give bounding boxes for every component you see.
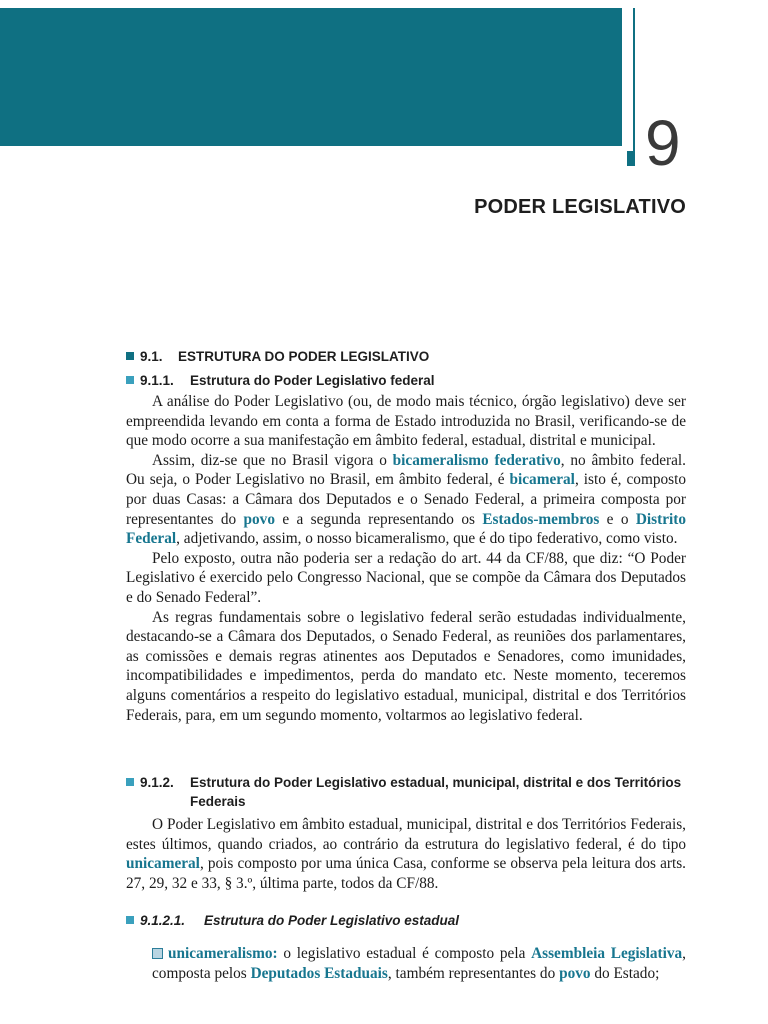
- section-bullet-icon: [126, 778, 134, 786]
- section-heading-9-1-2: 9.1.2. Estrutura do Poder Legislativo estadual, municipal, distrital e dos Territórios Federais: [126, 773, 686, 811]
- chapter-marker: [627, 151, 635, 166]
- chapter-number: 9: [645, 107, 681, 179]
- paragraph: As regras fundamentais sobre o legislativo federal serão estudadas individualmente, destacando-se a Câmara dos Deputados, o Senado Federal, as reuniões dos parlamentares, as comissões e demais regras atinentes aos Deputados e Senadores, como imunidades, incompatibilidades e impedimentos, perda do mandato etc. Neste momento, teceremos alguns comentários a respeito do legislativo estadual, municipal, distrital e dos Territórios Federais, para, em um segundo momento, voltarmos ao legislativo federal.: [126, 608, 686, 724]
- paragraph: Pelo exposto, outra não poderia ser a redação do art. 44 da CF/88, que diz: “O Poder Legislativo é exercido pelo Congresso Nacional, que se compõe da Câmara dos Deputados e do Senado Federal”.: [126, 549, 686, 606]
- section-9-1-2-1-list: [152, 944, 686, 983]
- section-heading-9-1-1: 9.1.1. Estrutura do Poder Legislativo federal: [126, 371, 435, 390]
- section-heading-9-1: 9.1. ESTRUTURA DO PODER LEGISLATIVO: [126, 347, 429, 366]
- paragraph: O Poder Legislativo em âmbito estadual, municipal, distrital e dos Territórios Federais, estes últimos, quando criados, ao contrário da estrutura do legislativo federal, é do tipo unicameral, pois composto por uma única Casa, conforme se observa pela leitura dos arts. 27, 29, 32 e 33, § 3.º, última parte, todos da CF/88.: [126, 816, 686, 892]
- section-heading-9-1-2-1: 9.1.2.1. Estrutura do Poder Legislativo estadual: [126, 911, 459, 930]
- chapter-rule: [633, 8, 635, 156]
- section-bullet-icon: [126, 352, 134, 360]
- list-bullet-icon: [152, 948, 163, 959]
- section-9-1-1-body: [126, 392, 686, 725]
- paragraph: A análise do Poder Legislativo (ou, de modo mais técnico, órgão legislativo) deve ser empreendida levando em conta a forma de Estado introduzida no Brasil, verificando-se de que modo ocorre a sua manifestação em âmbito federal, estadual, distrital e municipal.: [126, 393, 686, 450]
- list-item: unicameralismo: o legislativo estadual é composto pela Assembleia Legislativa, composta pelos Deputados Estaduais, também representantes do povo do Estado;: [152, 945, 686, 982]
- section-bullet-icon: [126, 916, 134, 924]
- chapter-banner: [0, 8, 622, 146]
- section-bullet-icon: [126, 376, 134, 384]
- section-9-1-2-body: [126, 815, 686, 893]
- paragraph: Assim, diz-se que no Brasil vigora o bicameralismo federativo, no âmbito federal. Ou seja, o Poder Legislativo no Brasil, em âmbito federal, é bicameral, isto é, composto por duas Casas: a Câmara dos Deputados e o Senado Federal, a primeira composta por representantes do povo e a segunda representando os Estados-membros e o Distrito Federal, adjetivando, assim, o nosso bicameralismo, que é do tipo federativo, como visto.: [126, 451, 687, 548]
- chapter-title: PODER LEGISLATIVO: [474, 196, 686, 218]
